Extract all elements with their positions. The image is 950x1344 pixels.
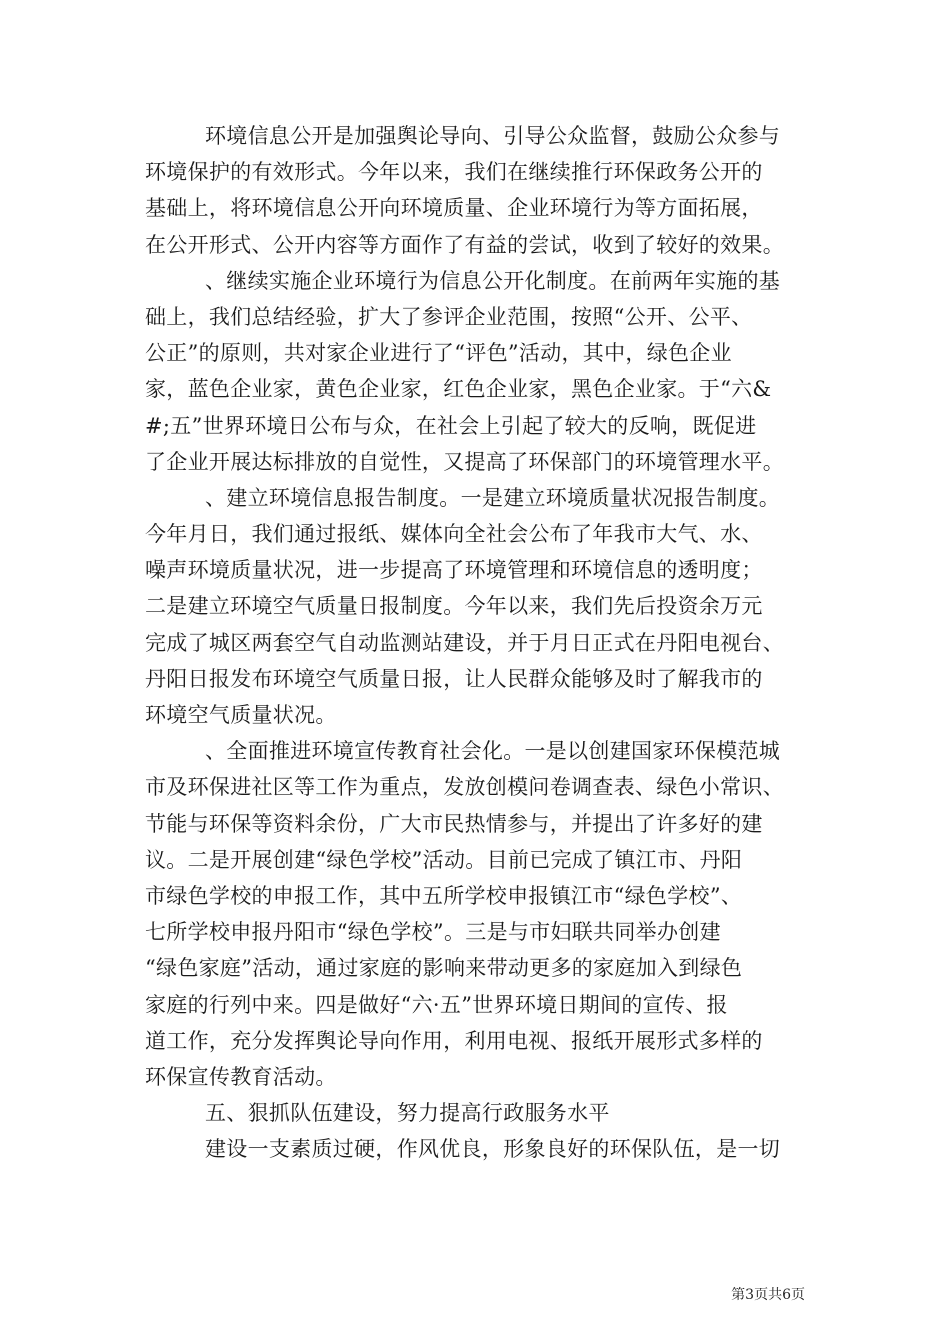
text-line: 环境信息公开是加强舆论导向、引导公众监督，鼓励公众参与	[205, 124, 781, 148]
text-line: 噪声环境质量状况，进一步提高了环境管理和环境信息的透明度；	[145, 558, 763, 583]
text-line: 、继续实施企业环境行为信息公开化制度。在前两年实施的基	[205, 268, 781, 293]
text-line: 议。二是开展创建“绿色学校”活动。目前已完成了镇江市、丹阳	[145, 847, 743, 872]
text-line: 在公开形式、公开内容等方面作了有益的尝试，收到了较好的效果。	[145, 232, 784, 257]
text-line: 丹阳日报发布环境空气质量日报，让人民群众能够及时了解我市的	[145, 666, 763, 691]
text-line: “绿色家庭”活动，通过家庭的影响来带动更多的家庭加入到绿色	[145, 956, 743, 981]
text-line: 完成了城区两套空气自动监测站建设，并于月日正式在丹阳电视台、	[145, 630, 784, 655]
text-line: 了企业开展达标排放的自觉性，又提高了环保部门的环境管理水平。	[145, 449, 784, 474]
text-line: 市绿色学校的申报工作，其中五所学校申报镇江市“绿色学校”、	[145, 883, 743, 908]
text-line: 环境空气质量状况。	[145, 703, 337, 727]
text-line: 二是建立环境空气质量日报制度。今年以来，我们先后投资余万元	[145, 594, 763, 619]
text-line: 今年月日，我们通过报纸、媒体向全社会公布了年我市大气、水、	[145, 522, 763, 547]
text-line: 、建立环境信息报告制度。一是建立环境质量状况报告制度。	[205, 485, 781, 510]
text-line: 础上，我们总结经验，扩大了参评企业范围，按照“公开、公平、	[145, 304, 753, 329]
text-line: 公正”的原则，共对家企业进行了“评色”活动，其中，绿色企业	[145, 341, 732, 366]
text-line: 建设一支素质过硬，作风优良，形象良好的环保队伍，是一切	[205, 1137, 781, 1162]
page-number: 第3页共6页	[731, 1287, 805, 1303]
text-line: 家，蓝色企业家，黄色企业家，红色企业家，黑色企业家。于“六&	[145, 377, 772, 402]
text-line: 环境保护的有效形式。今年以来，我们在继续推行环保政务公开的	[145, 160, 763, 185]
text-line: 节能与环保等资料余份，广大市民热情参与，并提出了许多好的建	[145, 811, 763, 836]
text-line: 市及环保进社区等工作为重点，发放创模问卷调查表、绿色小常识、	[145, 775, 784, 800]
body-text	[145, 118, 805, 1167]
text-line: 环保宣传教育活动。	[145, 1064, 337, 1089]
text-line: 家庭的行列中来。四是做好“六·五”世界环境日期间的宣传、报	[145, 992, 728, 1017]
text-line: 七所学校申报丹阳市“绿色学校”。三是与市妇联共同举办创建	[145, 920, 721, 945]
text-line: 、全面推进环境宣传教育社会化。一是以创建国家环保模范城	[205, 739, 781, 764]
text-line: 基础上，将环境信息公开向环境质量、企业环境行为等方面拓展，	[145, 196, 763, 221]
text-line: #;五”世界环境日公布与众，在社会上引起了较大的反响，既促进	[145, 413, 757, 438]
text-line: 道工作，充分发挥舆论导向作用，利用电视、报纸开展形式多样的	[145, 1028, 763, 1053]
text-line: 五、狠抓队伍建设，努力提高行政服务水平	[205, 1101, 610, 1126]
